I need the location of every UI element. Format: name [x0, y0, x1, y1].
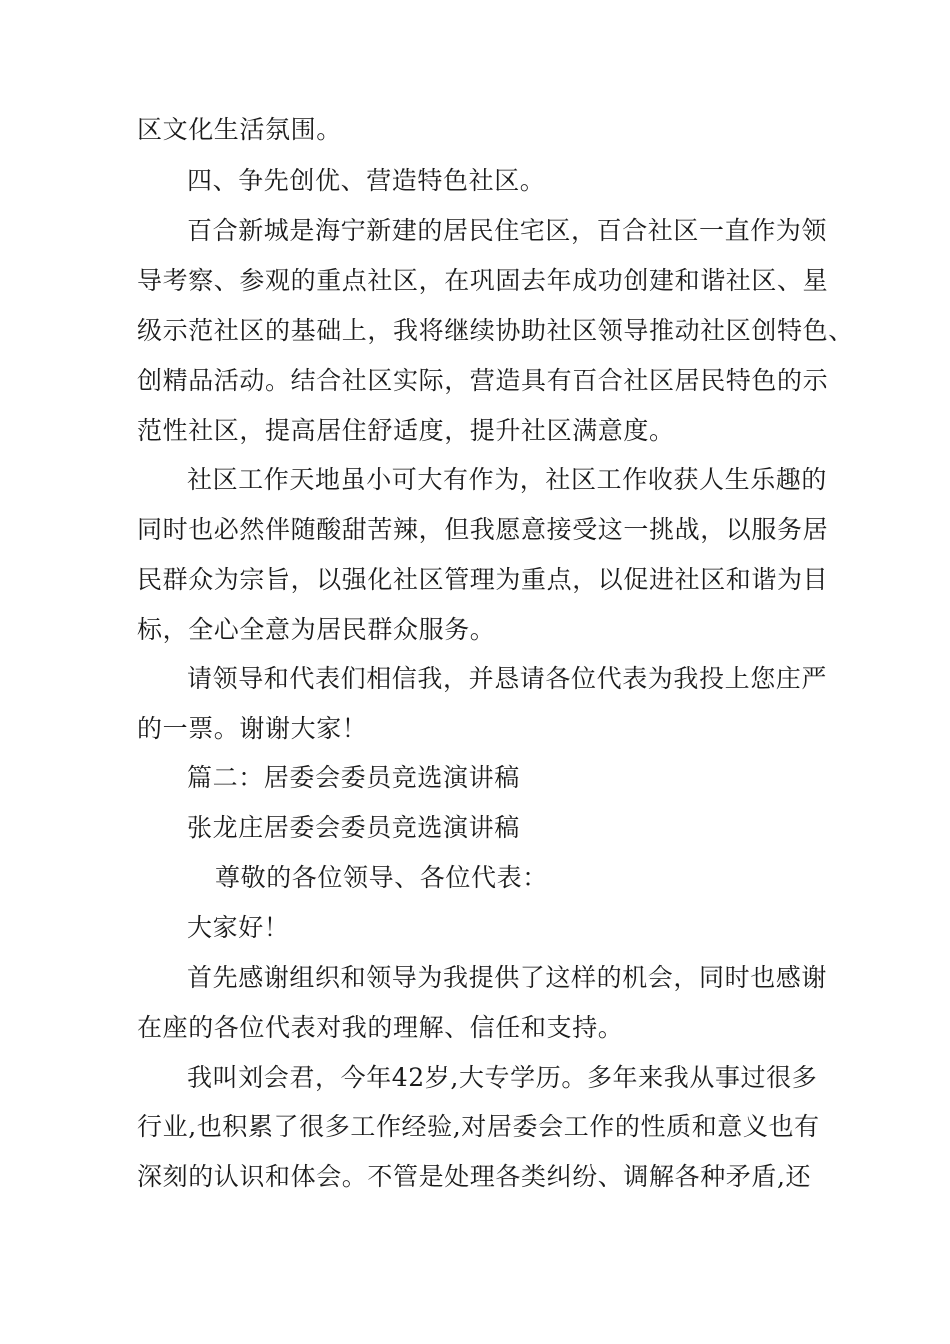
text-line: 社区工作天地虽小可大有作为，社区工作收获人生乐趣的	[187, 465, 828, 494]
text-line: 导考察、参观的重点社区，在巩固去年成功创建和谐社区、星	[137, 266, 829, 295]
section-heading: 四、争先创优、营造特色社区。	[187, 166, 546, 195]
text-line: 我叫刘会君，今年42岁,大专学历。多年来我从事过很多	[187, 1063, 818, 1092]
text-line: 请领导和代表们相信我，并恳请各位代表为我投上您庄严	[187, 664, 828, 693]
text-line: 首先感谢组织和领导为我提供了这样的机会，同时也感谢	[187, 963, 828, 992]
article-title: 篇二：居委会委员竞选演讲稿	[187, 763, 520, 792]
text-line: 创精品活动。结合社区实际，营造具有百合社区居民特色的示	[137, 366, 829, 395]
text-line: 百合新城是海宁新建的居民住宅区，百合社区一直作为领	[187, 216, 828, 245]
text-line: 行业,也积累了很多工作经验,对居委会工作的性质和意义也有	[137, 1112, 820, 1141]
salutation: 尊敬的各位领导、各位代表：	[215, 863, 548, 892]
text-line: 同时也必然伴随酸甜苦辣，但我愿意接受这一挑战，以服务居	[137, 515, 829, 544]
text-line: 范性社区，提高居住舒适度，提升社区满意度。	[137, 416, 675, 445]
text-line: 级示范社区的基础上，我将继续协助社区领导推动社区创特色、	[137, 316, 854, 345]
text-line: 在座的各位代表对我的理解、信任和支持。	[137, 1013, 624, 1042]
text-line: 民群众为宗旨，以强化社区管理为重点，以促进社区和谐为目	[137, 565, 829, 594]
text-line: 标，全心全意为居民群众服务。	[137, 615, 496, 644]
greeting: 大家好！	[187, 913, 290, 942]
text-line: 区文化生活氛围。	[137, 115, 342, 144]
speech-title: 张龙庄居委会委员竞选演讲稿	[187, 813, 520, 842]
text-line: 深刻的认识和体会。不管是处理各类纠纷、调解各种矛盾,还	[137, 1162, 812, 1191]
text-line: 的一票。谢谢大家！	[137, 714, 368, 743]
